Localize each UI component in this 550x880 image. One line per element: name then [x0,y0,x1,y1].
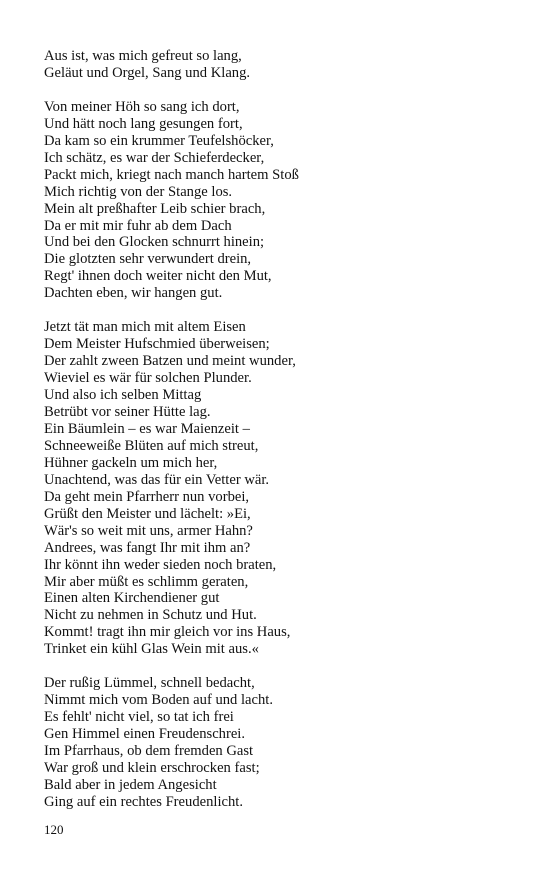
poem-line: Kommt! tragt ihn mir gleich vor ins Haus, [44,624,291,641]
poem-line: Betrübt vor seiner Hütte lag. [44,403,211,420]
poem-text [44,48,524,811]
poem-line: Wieviel es wär für solchen Plunder. [44,370,252,387]
poem-line: Hühner gackeln um mich her, [44,454,218,471]
poem-line: Unachtend, was das für ein Vetter wär. [44,471,270,488]
page-number: 120 [44,822,64,837]
poem-line: Ein Bäumlein – es war Maienzeit – [44,420,250,437]
poem-stanza [44,99,524,302]
poem-line: Von meiner Höh so sang ich dort, [44,98,240,115]
poem-line: Andrees, was fangt Ihr mit ihm an? [44,539,251,556]
poem-line: Dachten eben, wir hangen gut. [44,285,223,302]
poem-line: Bald aber in jedem Angesicht [44,776,217,793]
poem-line: Und hätt noch lang gesungen fort, [44,115,243,132]
poem-stanza [44,48,524,82]
poem-line: Schneeweiße Blüten auf mich streut, [44,437,259,454]
poem-line: Packt mich, kriegt nach manch hartem Stoß [44,166,299,183]
poem-line: Ging auf ein rechtes Freudenlicht. [44,793,243,810]
poem-line: Da er mit mir fuhr ab dem Dach [44,217,232,234]
poem-line: Grüßt den Meister und lächelt: »Ei, [44,505,251,522]
poem-line: Einen alten Kirchendiener gut [44,590,220,607]
poem-line: Trinket ein kühl Glas Wein mit aus.« [44,641,259,658]
poem-line: Jetzt tät man mich mit altem Eisen [44,319,246,336]
poem-line: Wär's so weit mit uns, armer Hahn? [44,522,253,539]
poem-line: Aus ist, was mich gefreut so lang, [44,48,242,64]
poem-line: Mir aber müßt es schlimm geraten, [44,573,249,590]
poem-line: Und bei den Glocken schnurrt hinein; [44,234,265,251]
poem-stanza [44,675,524,811]
poem-line: Gen Himmel einen Freudenschrei. [44,726,246,743]
poem-line: Regt' ihnen doch weiter nicht den Mut, [44,268,272,285]
poem-stanza [44,319,524,658]
poem-line: Mein alt preßhafter Leib schier brach, [44,200,266,217]
poem-line: Der zahlt zween Batzen und meint wunder, [44,353,296,370]
poem-line: Ich schätz, es war der Schieferdecker, [44,149,265,166]
poem-line: Und also ich selben Mittag [44,387,202,404]
poem-line: Nicht zu nehmen in Schutz und Hut. [44,607,257,624]
poem-line: Der rußig Lümmel, schnell bedacht, [44,675,255,692]
poem-line: Da kam so ein krummer Teufelshöcker, [44,132,274,149]
poem-line: Da geht mein Pfarrherr nun vorbei, [44,488,250,505]
poem-line: Im Pfarrhaus, ob dem fremden Gast [44,743,254,760]
poem-line: War groß und klein erschrocken fast; [44,759,260,776]
poem-line: Es fehlt' nicht viel, so tat ich frei [44,709,234,726]
poem-line: Ihr könnt ihn weder sieden noch braten, [44,556,277,573]
poem-line: Die glotzten sehr verwundert drein, [44,251,252,268]
poem-line: Nimmt mich vom Boden auf und lacht. [44,692,274,709]
poem-line: Dem Meister Hufschmied überweisen; [44,336,270,353]
poem-line: Mich richtig von der Stange los. [44,183,233,200]
poem-line: Geläut und Orgel, Sang und Klang. [44,64,251,81]
